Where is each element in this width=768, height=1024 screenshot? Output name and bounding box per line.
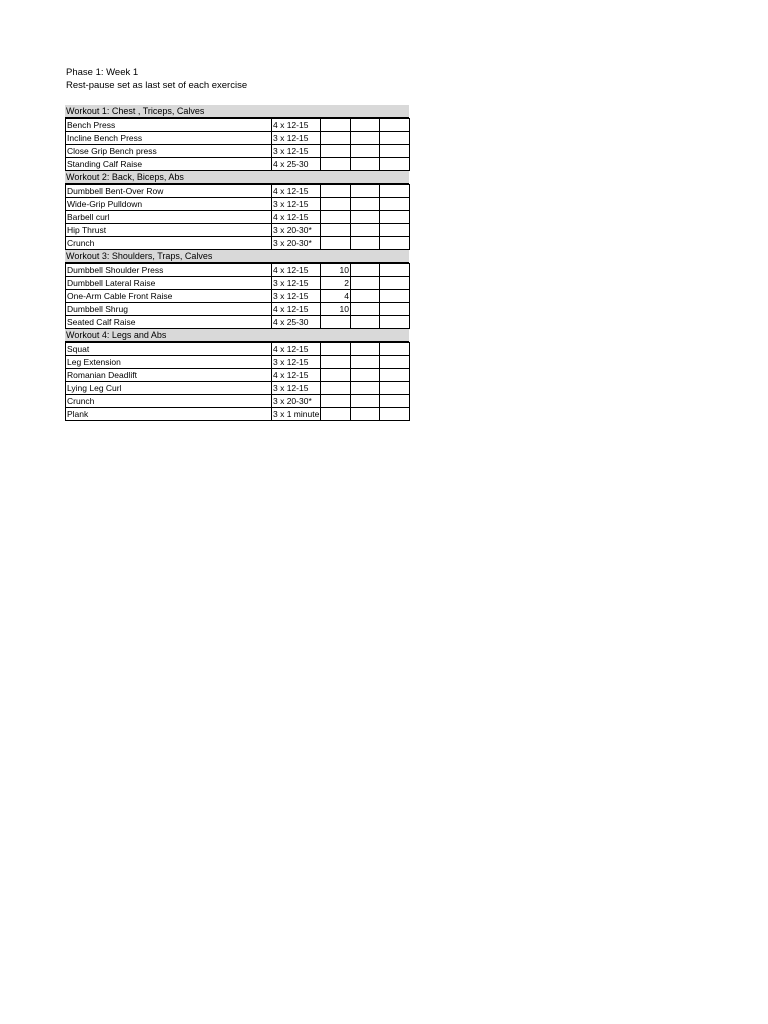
reps-cell	[272, 185, 321, 198]
reps-cell	[272, 382, 321, 395]
reps-cell	[272, 198, 321, 211]
workout-section-header: Workout 3: Shoulders, Traps, Calves	[65, 250, 409, 263]
reps-text: 3 x 12-15	[273, 146, 309, 156]
reps-text: 4 x 12-15	[273, 120, 309, 130]
empty-cell	[380, 198, 410, 211]
table-row	[66, 119, 410, 132]
reps-cell	[272, 158, 321, 171]
table-row	[66, 395, 410, 408]
set-value-cell: 2	[321, 277, 351, 290]
table-row	[66, 237, 410, 250]
empty-cell	[351, 369, 380, 382]
set-value-cell	[321, 316, 351, 329]
empty-cell	[380, 264, 410, 277]
set-value-cell	[321, 369, 351, 382]
exercise-cell: Dumbbell Bent-Over Row	[66, 185, 272, 198]
table-row	[66, 158, 410, 171]
set-value-cell: 10	[321, 264, 351, 277]
empty-cell	[380, 132, 410, 145]
empty-cell	[380, 356, 410, 369]
reps-cell	[272, 224, 321, 237]
page-subtitle: Rest-pause set as last set of each exercise	[66, 80, 248, 91]
empty-cell	[380, 395, 410, 408]
reps-text: 3 x 12-15	[273, 278, 309, 288]
exercise-cell: Crunch	[66, 237, 272, 250]
workout-sheet	[65, 105, 409, 421]
set-value-cell	[321, 119, 351, 132]
workout-table	[65, 342, 410, 421]
empty-cell	[351, 119, 380, 132]
exercise-cell: One-Arm Cable Front Raise	[66, 290, 272, 303]
empty-cell	[351, 343, 380, 356]
exercise-cell: Dumbbell Shoulder Press	[66, 264, 272, 277]
set-value-cell: 10	[321, 303, 351, 316]
empty-cell	[351, 303, 380, 316]
workout-section-header: Workout 1: Chest , Triceps, Calves	[65, 105, 409, 118]
table-row	[66, 290, 410, 303]
empty-cell	[351, 316, 380, 329]
empty-cell	[380, 343, 410, 356]
workout-section-header: Workout 2: Back, Biceps, Abs	[65, 171, 409, 184]
empty-cell	[380, 303, 410, 316]
table-row	[66, 211, 410, 224]
reps-text: 4 x 25-30	[273, 159, 309, 169]
table-row	[66, 356, 410, 369]
set-value-cell	[321, 211, 351, 224]
exercise-cell: Crunch	[66, 395, 272, 408]
empty-cell	[351, 356, 380, 369]
reps-cell	[272, 277, 321, 290]
set-value-cell	[321, 224, 351, 237]
exercise-cell: Lying Leg Curl	[66, 382, 272, 395]
exercise-cell: Plank	[66, 408, 272, 421]
table-row	[66, 277, 410, 290]
workout-table	[65, 263, 410, 329]
table-row	[66, 132, 410, 145]
reps-cell	[272, 343, 321, 356]
workout-section-header: Workout 4: Legs and Abs	[65, 329, 409, 342]
table-row	[66, 185, 410, 198]
reps-text: 4 x 12-15	[273, 186, 309, 196]
table-row	[66, 145, 410, 158]
exercise-cell: Bench Press	[66, 119, 272, 132]
set-value-cell	[321, 145, 351, 158]
reps-text: 3 x 12-15	[273, 199, 309, 209]
table-row	[66, 316, 410, 329]
empty-cell	[380, 119, 410, 132]
reps-text: 4 x 12-15	[273, 265, 309, 275]
exercise-cell: Hip Thrust	[66, 224, 272, 237]
table-row	[66, 303, 410, 316]
empty-cell	[351, 132, 380, 145]
reps-text: 4 x 12-15	[273, 370, 309, 380]
empty-cell	[380, 408, 410, 421]
table-row	[66, 198, 410, 211]
empty-cell	[380, 224, 410, 237]
table-row	[66, 382, 410, 395]
exercise-cell: Leg Extension	[66, 356, 272, 369]
empty-cell	[351, 145, 380, 158]
table-row	[66, 369, 410, 382]
reps-text: 3 x 12-15	[273, 133, 309, 143]
reps-cell	[272, 132, 321, 145]
reps-text: 3 x 20-30*	[273, 396, 312, 406]
reps-cell	[272, 264, 321, 277]
exercise-cell: Close Grip Bench press	[66, 145, 272, 158]
empty-cell	[351, 185, 380, 198]
empty-cell	[351, 158, 380, 171]
empty-cell	[380, 369, 410, 382]
empty-cell	[380, 237, 410, 250]
empty-cell	[380, 145, 410, 158]
exercise-cell: Wide-Grip Pulldown	[66, 198, 272, 211]
reps-text: 4 x 12-15	[273, 304, 309, 314]
empty-cell	[351, 198, 380, 211]
reps-text: 4 x 12-15	[273, 344, 309, 354]
reps-text: 3 x 12-15	[273, 357, 309, 367]
table-row	[66, 264, 410, 277]
empty-cell	[380, 382, 410, 395]
empty-cell	[351, 277, 380, 290]
reps-text: 3 x 12-15	[273, 291, 309, 301]
empty-cell	[351, 211, 380, 224]
table-row	[66, 224, 410, 237]
exercise-cell: Incline Bench Press	[66, 132, 272, 145]
empty-cell	[351, 395, 380, 408]
empty-cell	[380, 316, 410, 329]
empty-cell	[351, 224, 380, 237]
exercise-cell: Barbell curl	[66, 211, 272, 224]
reps-cell	[272, 211, 321, 224]
empty-cell	[380, 158, 410, 171]
reps-cell	[272, 290, 321, 303]
set-value-cell	[321, 382, 351, 395]
exercise-cell: Romanian Deadlift	[66, 369, 272, 382]
reps-cell	[272, 369, 321, 382]
empty-cell	[380, 277, 410, 290]
reps-cell	[272, 316, 321, 329]
table-row	[66, 408, 410, 421]
reps-cell	[272, 303, 321, 316]
reps-text: 3 x 1 minute	[273, 409, 320, 419]
empty-cell	[351, 290, 380, 303]
set-value-cell	[321, 343, 351, 356]
reps-text: 4 x 25-30	[273, 317, 309, 327]
empty-cell	[380, 185, 410, 198]
reps-cell	[272, 395, 321, 408]
empty-cell	[380, 211, 410, 224]
empty-cell	[351, 264, 380, 277]
set-value-cell	[321, 395, 351, 408]
empty-cell	[380, 290, 410, 303]
set-value-cell	[321, 237, 351, 250]
set-value-cell	[321, 132, 351, 145]
workout-table	[65, 118, 410, 171]
reps-cell	[272, 145, 321, 158]
empty-cell	[351, 237, 380, 250]
page-title: Phase 1: Week 1	[66, 67, 139, 78]
reps-text: 3 x 20-30*	[273, 238, 312, 248]
reps-text: 4 x 12-15	[273, 212, 309, 222]
exercise-cell: Seated Calf Raise	[66, 316, 272, 329]
empty-cell	[351, 408, 380, 421]
exercise-cell: Dumbbell Shrug	[66, 303, 272, 316]
set-value-cell	[321, 408, 351, 421]
reps-cell	[272, 237, 321, 250]
reps-cell	[272, 356, 321, 369]
set-value-cell: 4	[321, 290, 351, 303]
reps-text: 3 x 20-30*	[273, 225, 312, 235]
workout-table	[65, 184, 410, 250]
exercise-cell: Standing Calf Raise	[66, 158, 272, 171]
exercise-cell: Dumbbell Lateral Raise	[66, 277, 272, 290]
reps-cell	[272, 119, 321, 132]
table-row	[66, 343, 410, 356]
set-value-cell	[321, 198, 351, 211]
exercise-cell: Squat	[66, 343, 272, 356]
reps-cell	[272, 408, 321, 421]
set-value-cell	[321, 158, 351, 171]
set-value-cell	[321, 185, 351, 198]
reps-text: 3 x 12-15	[273, 383, 309, 393]
set-value-cell	[321, 356, 351, 369]
empty-cell	[351, 382, 380, 395]
